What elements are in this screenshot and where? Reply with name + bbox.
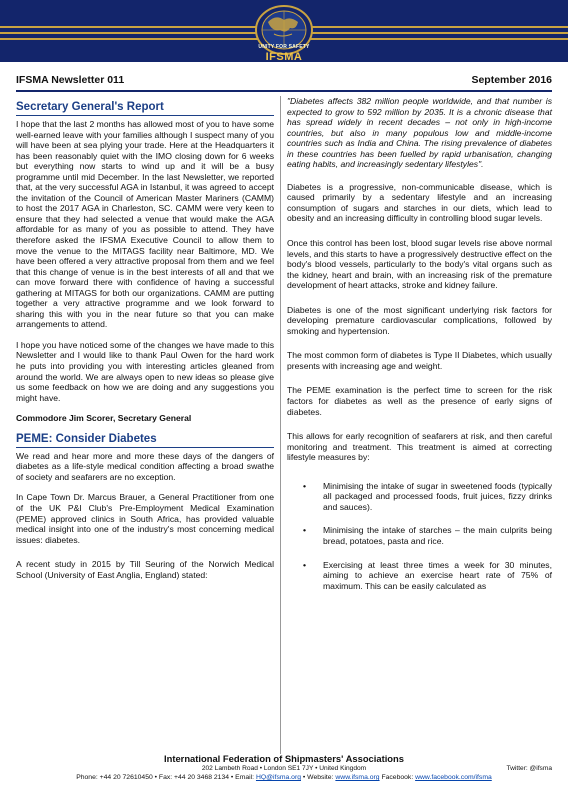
list-item-text: Exercising at least three times a week for 30 minutes, aiming to achieve an exercise heart rate of 75% of maximum. This can be easily calculated as	[323, 559, 552, 591]
logo-name: IFSMA	[265, 51, 303, 63]
diabetes-quote: "Diabetes affects 382 million people worldwide, and that number is expected to grow to 592 million by 2035. It is a chronic disease that has spread widely in recent decades – not only in high-income countries, but also in many populous low and middle-income countries such as India and China. The rising prevalence of diabetes in these countries has been fuelled by rapid urbanisation, changing eating habits, and increasingly sedentary lifestyles".	[287, 96, 552, 170]
article-paragraph: The most common form of diabetes is Type II Diabetes, which usually presents with increasing age and weight.	[287, 350, 552, 371]
footer-contact	[0, 773, 568, 783]
bullet-icon: •	[303, 480, 307, 491]
bullet-icon: •	[303, 525, 307, 536]
peme-heading: PEME: Consider Diabetes	[16, 432, 274, 448]
article-paragraph: This allows for early recognition of seafarers at risk, and then careful monitoring and treatment. This treatment is aimed at correcting lifestyle measures by:	[287, 431, 552, 463]
right-column	[287, 96, 552, 604]
article-paragraph: Once this control has been lost, blood sugar levels rise above normal levels, and this starts to have a progressively destructive effect on the body's blood vessels, particularly to the body's vital organs such as the kidney, heart and brain, with an increasing risk of the premature development of heart attacks, stroke and kidney failure.	[287, 238, 552, 291]
treatment-list	[287, 481, 552, 591]
newsletter-titlebar	[16, 74, 552, 90]
ifsma-logo	[246, 4, 322, 62]
article-paragraph: The PEME examination is the perfect time to screen for the risk factors for diabetes as well as the presence of early signs of diabetes.	[287, 385, 552, 417]
logo-motto: UNITY FOR SAFETY	[258, 44, 310, 50]
peme-paragraph: We read and hear more and more these days of the dangers of diabetes as a life-style medical condition affecting a broad swathe of society and seafarers are no exception.	[16, 450, 274, 482]
footer-website-link[interactable]: www.ifsma.org	[335, 774, 380, 781]
footer-website-label: • Website:	[301, 774, 336, 781]
list-item	[287, 525, 552, 546]
footer-facebook-link[interactable]: www.facebook.com/ifsma	[415, 774, 492, 781]
footer-address: 202 Lambeth Road • London SE1 7JY • United Kingdom	[201, 765, 367, 772]
bullet-icon: •	[303, 559, 307, 570]
peme-paragraph: In Cape Town Dr. Marcus Brauer, a General Practitioner from one of the UK P&I Club's Pre-Employment Medical Examination (PEME) approved clinics in South Africa, has provided valuable medical insight into one of the industry's most concerning medical issues: diabetes.	[16, 492, 274, 545]
left-column	[16, 96, 274, 590]
article-paragraph: Diabetes is a progressive, non-communicable disease, which is caused primarily by a sedentary lifestyle and an increasing consumption of sugars and starches in our diets, which lead to obesity and an increasing difficulty in controlling blood sugar levels.	[287, 181, 552, 224]
footer-phone-fax: Phone: +44 20 72610450 • Fax: +44 20 3468 2134 • Email:	[76, 774, 256, 781]
newsletter-title: IFSMA Newsletter 011	[16, 74, 125, 86]
footer-email-link[interactable]: HQ@ifsma.org	[255, 774, 301, 781]
column-divider	[280, 96, 281, 754]
footer-twitter[interactable]: Twitter: @ifsma	[506, 765, 552, 772]
list-item	[287, 481, 552, 513]
header-banner	[0, 0, 568, 62]
footer-organization: International Federation of Shipmasters' Associations	[164, 753, 404, 764]
report-heading: Secretary General's Report	[16, 100, 274, 116]
signature: Commodore Jim Scorer, Secretary General	[16, 413, 192, 424]
report-paragraph: I hope you have noticed some of the changes we have made to this Newsletter and I would like to thank Paul Owen for the hard work he puts into providing you with interesting articles gleaned from around the world. We are always open to new ideas so please give us some feedback on how we are doing and any suggestions you might have.	[16, 339, 274, 403]
page-footer	[0, 753, 568, 783]
footer-facebook-label: Facebook:	[379, 774, 416, 781]
article-paragraph: Diabetes is one of the most significant underlying risk factors for developing premature cardiovascular complications, followed by smoking and hypertension.	[287, 304, 552, 336]
list-item-text: Minimising the intake of starches – the main culprits being bread, potatoes, pasta and rice.	[323, 525, 552, 546]
peme-paragraph: A recent study in 2015 by Till Seuring of the Norwich Medical School (University of East Anglia, England) stated:	[16, 559, 274, 580]
newsletter-date: September 2016	[471, 74, 552, 86]
list-item	[287, 560, 552, 592]
title-rule	[16, 90, 552, 92]
list-item-text: Minimising the intake of sugar in sweetened foods (typically all packaged and processed foods, fruit juices, fizzy drinks and sauces).	[323, 480, 552, 512]
report-paragraph: I hope that the last 2 months has allowed most of you to have some well-earned leave with your families although I suspect many of you will have been at sea plying your trade. Here at the Headquarters it has been reasonably quiet with the IMO closing down for 6 weeks but everything now starts to wind up and it will be a busy programme until mid December. In the last Newsletter, we reported that, at the very successful AGA in Istanbul, it was agreed to accept the invitation of the Council of American Master Mariners (CAMM) to host the 2017 AGA in Charleston, SC. CAMM were very keen to ensure that they had selected a venue that would make the AGA affordable for as many of you as possible to attend. They have therefore asked the IFSMA Executive Council to allow them to move the venue to the MITAGS facility near Baltimore, MD. We have been offered a very attractive proposal from them and we feel that this change of venue is in the best interests of all and that we can move forward there with confidence of having a successful gathering at MITAGS for both our organizations. CAMM are putting together a very attractive programme and we look forward to sharing this with you in the near future so that you can make arrangements to attend.	[16, 119, 274, 330]
